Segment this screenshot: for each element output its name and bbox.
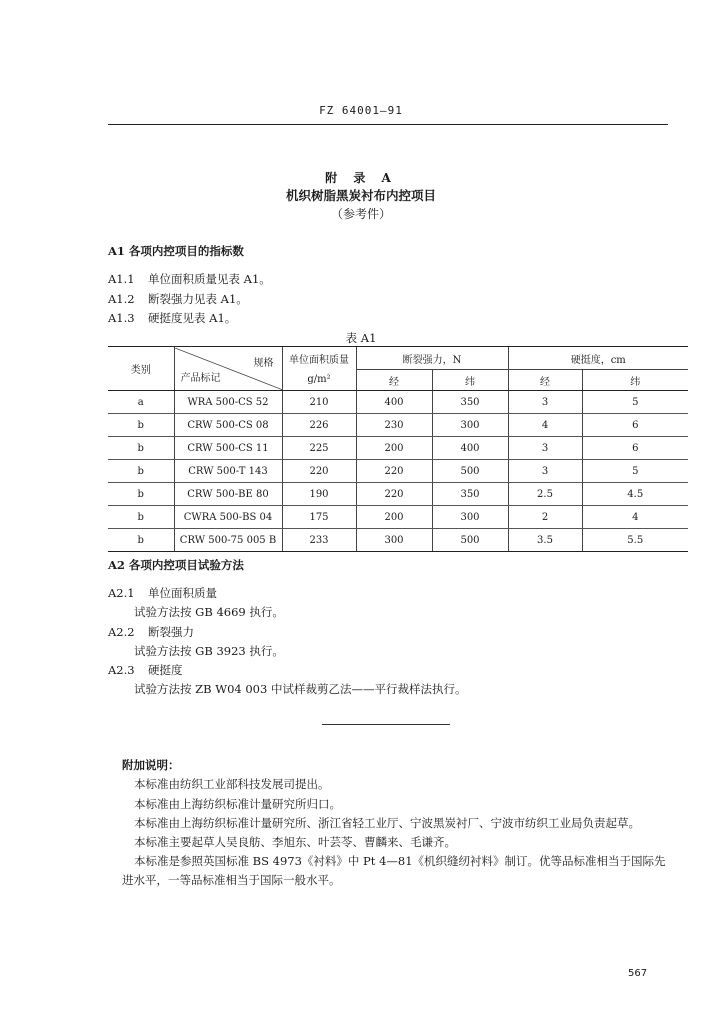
cell-strength-weft: 350 xyxy=(432,391,508,414)
cell-stiffness-weft: 5 xyxy=(582,391,688,414)
cell-stiffness-warp: 2.5 xyxy=(508,483,582,506)
cell-strength-warp: 220 xyxy=(356,460,432,483)
a2-item-title: A2.2 断裂强力 xyxy=(108,625,194,639)
a1-item: A1.2 断裂强力见表 A1。 xyxy=(108,292,248,306)
cell-product-mark: CRW 500-T 143 xyxy=(174,460,282,483)
cell-category: b xyxy=(108,529,174,552)
a2-item-text: 试验方法按 GB 4669 执行。 xyxy=(134,605,284,619)
header-stiffness-warp: 经 xyxy=(508,370,582,391)
cell-stiffness-warp: 3 xyxy=(508,391,582,414)
cell-stiffness-weft: 6 xyxy=(582,414,688,437)
cell-stiffness-warp: 3 xyxy=(508,437,582,460)
header-stiffness: 硬挺度，cm xyxy=(508,347,688,370)
appendix-type: （参考件） xyxy=(330,207,391,221)
cell-stiffness-weft: 6 xyxy=(582,437,688,460)
note-line: 本标准由上海纺织标准计量研究所、浙江省轻工业厅、宁波黑炭衬厂、宁波市纺织工业局负责起草。 xyxy=(134,816,640,830)
cell-stiffness-warp: 4 xyxy=(508,414,582,437)
table-row xyxy=(108,483,688,506)
a2-item-title: A2.3 硬挺度 xyxy=(108,663,183,677)
cell-stiffness-weft: 5.5 xyxy=(582,529,688,552)
a1-item: A1.1 单位面积质量见表 A1。 xyxy=(108,272,271,286)
appendix-title: 机织树脂黑炭衬布内控项目 xyxy=(285,188,436,203)
header-category: 类别 xyxy=(108,347,174,391)
cell-category: b xyxy=(108,506,174,529)
a2-item-title: A2.1 单位面积质量 xyxy=(108,586,217,600)
cell-strength-warp: 200 xyxy=(356,506,432,529)
cell-strength-warp: 300 xyxy=(356,529,432,552)
cell-strength-weft: 500 xyxy=(432,529,508,552)
page-number: 567 xyxy=(628,968,648,979)
header-mass-unit: g/m² xyxy=(282,370,356,391)
header-spec-product xyxy=(174,347,282,391)
cell-stiffness-weft: 4.5 xyxy=(582,483,688,506)
cell-category: a xyxy=(108,391,174,414)
cell-mass: 225 xyxy=(282,437,356,460)
header-strength-weft: 纬 xyxy=(432,370,508,391)
a2-item-text: 试验方法按 ZB W04 003 中试样裁剪乙法——平行裁样法执行。 xyxy=(134,682,467,696)
cell-category: b xyxy=(108,414,174,437)
note-line: 本标准由上海纺织标准计量研究所归口。 xyxy=(134,797,341,811)
cell-stiffness-weft: 5 xyxy=(582,460,688,483)
cell-stiffness-warp: 3.5 xyxy=(508,529,582,552)
section-a1-heading: A1 各项内控项目的指标数 xyxy=(108,244,244,258)
table-row xyxy=(108,391,688,414)
note-line: 本标准主要起草人吴良舫、李旭东、叶芸苓、曹麟来、毛谦齐。 xyxy=(134,835,456,849)
cell-mass: 175 xyxy=(282,506,356,529)
cell-stiffness-warp: 3 xyxy=(508,460,582,483)
cell-strength-weft: 500 xyxy=(432,460,508,483)
cell-strength-warp: 200 xyxy=(356,437,432,460)
cell-strength-weft: 350 xyxy=(432,483,508,506)
cell-strength-weft: 300 xyxy=(432,414,508,437)
spec-table xyxy=(108,346,688,552)
table-caption: 表 A1 xyxy=(345,331,377,345)
table-row xyxy=(108,506,688,529)
cell-product-mark: CRW 500-BE 80 xyxy=(174,483,282,506)
cell-product-mark: WRA 500-CS 52 xyxy=(174,391,282,414)
cell-product-mark: CRW 500-CS 11 xyxy=(174,437,282,460)
cell-mass: 220 xyxy=(282,460,356,483)
table-row xyxy=(108,529,688,552)
cell-strength-warp: 230 xyxy=(356,414,432,437)
cell-strength-weft: 300 xyxy=(432,506,508,529)
table-row xyxy=(108,460,688,483)
cell-mass: 233 xyxy=(282,529,356,552)
note-line: 本标准是参照英国标准 BS 4973《衬料》中 Pt 4—81《机织缝纫衬料》制订。优等品标准相当于国际先 xyxy=(134,854,666,868)
header-spec: 规格 xyxy=(253,357,274,369)
standard-code: FZ 64001—91 xyxy=(319,104,403,117)
header-strength-warp: 经 xyxy=(356,370,432,391)
cell-mass: 226 xyxy=(282,414,356,437)
cell-mass: 210 xyxy=(282,391,356,414)
cell-product-mark: CRW 500-CS 08 xyxy=(174,414,282,437)
cell-mass: 190 xyxy=(282,483,356,506)
appendix-label: 附 录 A xyxy=(325,171,397,185)
header-rule xyxy=(108,124,668,125)
table-row xyxy=(108,437,688,460)
section-a2-heading: A2 各项内控项目试验方法 xyxy=(108,558,244,572)
cell-category: b xyxy=(108,483,174,506)
cell-product-mark: CWRA 500-BS 04 xyxy=(174,506,282,529)
cell-product-mark: CRW 500-75 005 B xyxy=(174,529,282,552)
cell-strength-warp: 400 xyxy=(356,391,432,414)
cell-stiffness-warp: 2 xyxy=(508,506,582,529)
notes-heading: 附加说明： xyxy=(122,758,180,772)
header-mass: 单位面积质量 xyxy=(282,347,356,370)
end-rule xyxy=(322,724,450,725)
a1-item: A1.3 硬挺度见表 A1。 xyxy=(108,311,237,325)
header-product: 产品标记 xyxy=(180,372,221,384)
cell-strength-weft: 400 xyxy=(432,437,508,460)
header-stiffness-weft: 纬 xyxy=(582,370,688,391)
cell-strength-warp: 220 xyxy=(356,483,432,506)
note-line: 本标准由纺织工业部科技发展司提出。 xyxy=(134,777,330,791)
table-row xyxy=(108,414,688,437)
header-strength: 断裂强力，N xyxy=(356,347,508,370)
cell-stiffness-weft: 4 xyxy=(582,506,688,529)
cell-category: b xyxy=(108,437,174,460)
note-line: 进水平，一等品标准相当于国际一般水平。 xyxy=(122,873,341,887)
cell-category: b xyxy=(108,460,174,483)
a2-item-text: 试验方法按 GB 3923 执行。 xyxy=(134,644,284,658)
